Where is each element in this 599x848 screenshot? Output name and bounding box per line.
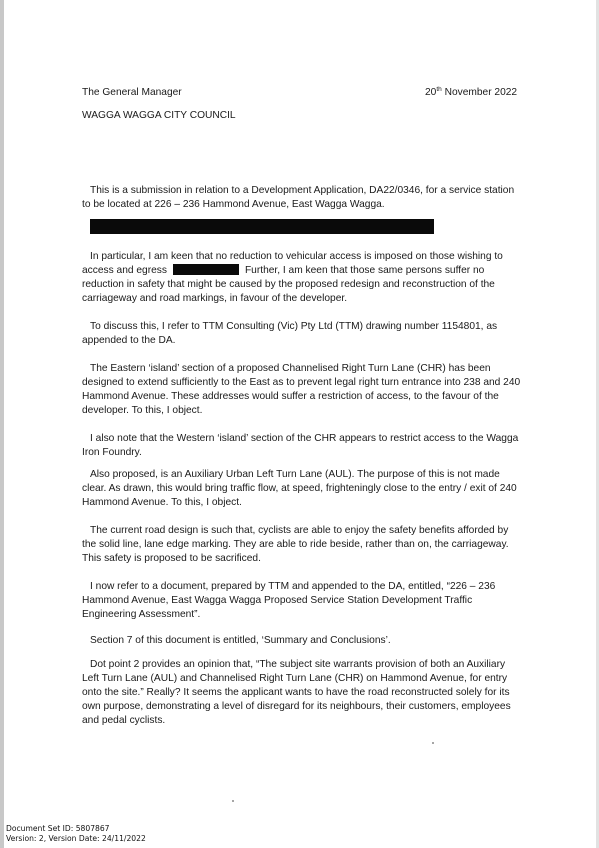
letter-date: 20th November 2022 <box>425 86 518 98</box>
recipient-line: The General Manager <box>82 87 182 98</box>
scan-speck <box>432 742 434 744</box>
redaction-bar <box>90 219 434 234</box>
paragraph-western-island: I also note that the Western ‘island’ section of the CHR appears to restrict access to the Wagga Iron Foundry. <box>82 433 519 458</box>
paragraph-submission: This is a submission in relation to a Development Application, DA22/0346, for a service station to be located at 226 – 236 Hammond Avenue, East Wagga Wagga. <box>82 185 515 210</box>
document-set-id: Document Set ID: 5807867 <box>6 824 110 833</box>
paragraph-dot-point: Dot point 2 provides an opinion that, “The subject site warrants provision of both an Auxiliary Left Turn Lane (AUL) and Channelised Right Turn Lane (CHR) on Hammond Avenue, for entry onto the site.” Really? It seems the applicant wants to have the road reconstructed solely for its own purpose, demonstrating a level of disregard for its neighbours, their customers, employees and pedal cyclists. <box>82 659 511 726</box>
scan-speck <box>232 800 234 802</box>
inline-redaction <box>173 264 239 275</box>
council-name: WAGGA WAGGA CITY COUNCIL <box>82 110 236 121</box>
paragraph-eastern-island: The Eastern ‘island’ section of a proposed Channelised Right Turn Lane (CHR) has been designed to extend sufficiently to the East as to prevent legal right turn entrance into 238 and 240 Hammond Avenue. These addresses would suffer a restriction of access, to the favour of the developer. To this, I object. <box>82 363 521 416</box>
paragraph-access-intro: In particular, I am keen that no reduction to vehicular access is imposed on those wishing to access and egress Further, I am keen that those same persons suffer no reduction in safety that might be caused by the proposed redesign and reconstruction of the carriageway and road markings, in favour of the developer. <box>82 251 503 304</box>
paragraph-aul: Also proposed, is an Auxiliary Urban Left Turn Lane (AUL). The purpose of this is not made clear. As drawn, this would bring traffic flow, at speed, frighteningly close to the entry / exit of 240 Hammond Avenue. To this, I object. <box>82 469 517 508</box>
paragraph-ttm-document: I now refer to a document, prepared by TTM and appended to the DA, entitled, “226 – 236 Hammond Avenue, East Wagga Wagga Proposed Service Station Development Traffic Engineering Assessment”. <box>82 581 496 620</box>
paragraph-ttm-drawing: To discuss this, I refer to TTM Consulting (Vic) Pty Ltd (TTM) drawing number 1154801, as appended to the DA. <box>82 321 498 346</box>
version-info: Version: 2, Version Date: 24/11/2022 <box>6 834 146 843</box>
scan-left-edge <box>0 0 4 848</box>
paragraph-cyclists: The current road design is such that, cyclists are able to enjoy the safety benefits afforded by the solid line, lane edge marking. They are able to ride beside, rather than on, the carriageway. This safety is proposed to be sacrificed. <box>82 525 509 564</box>
paragraph-section7: Section 7 of this document is entitled, ‘Summary and Conclusions’. <box>90 635 391 646</box>
